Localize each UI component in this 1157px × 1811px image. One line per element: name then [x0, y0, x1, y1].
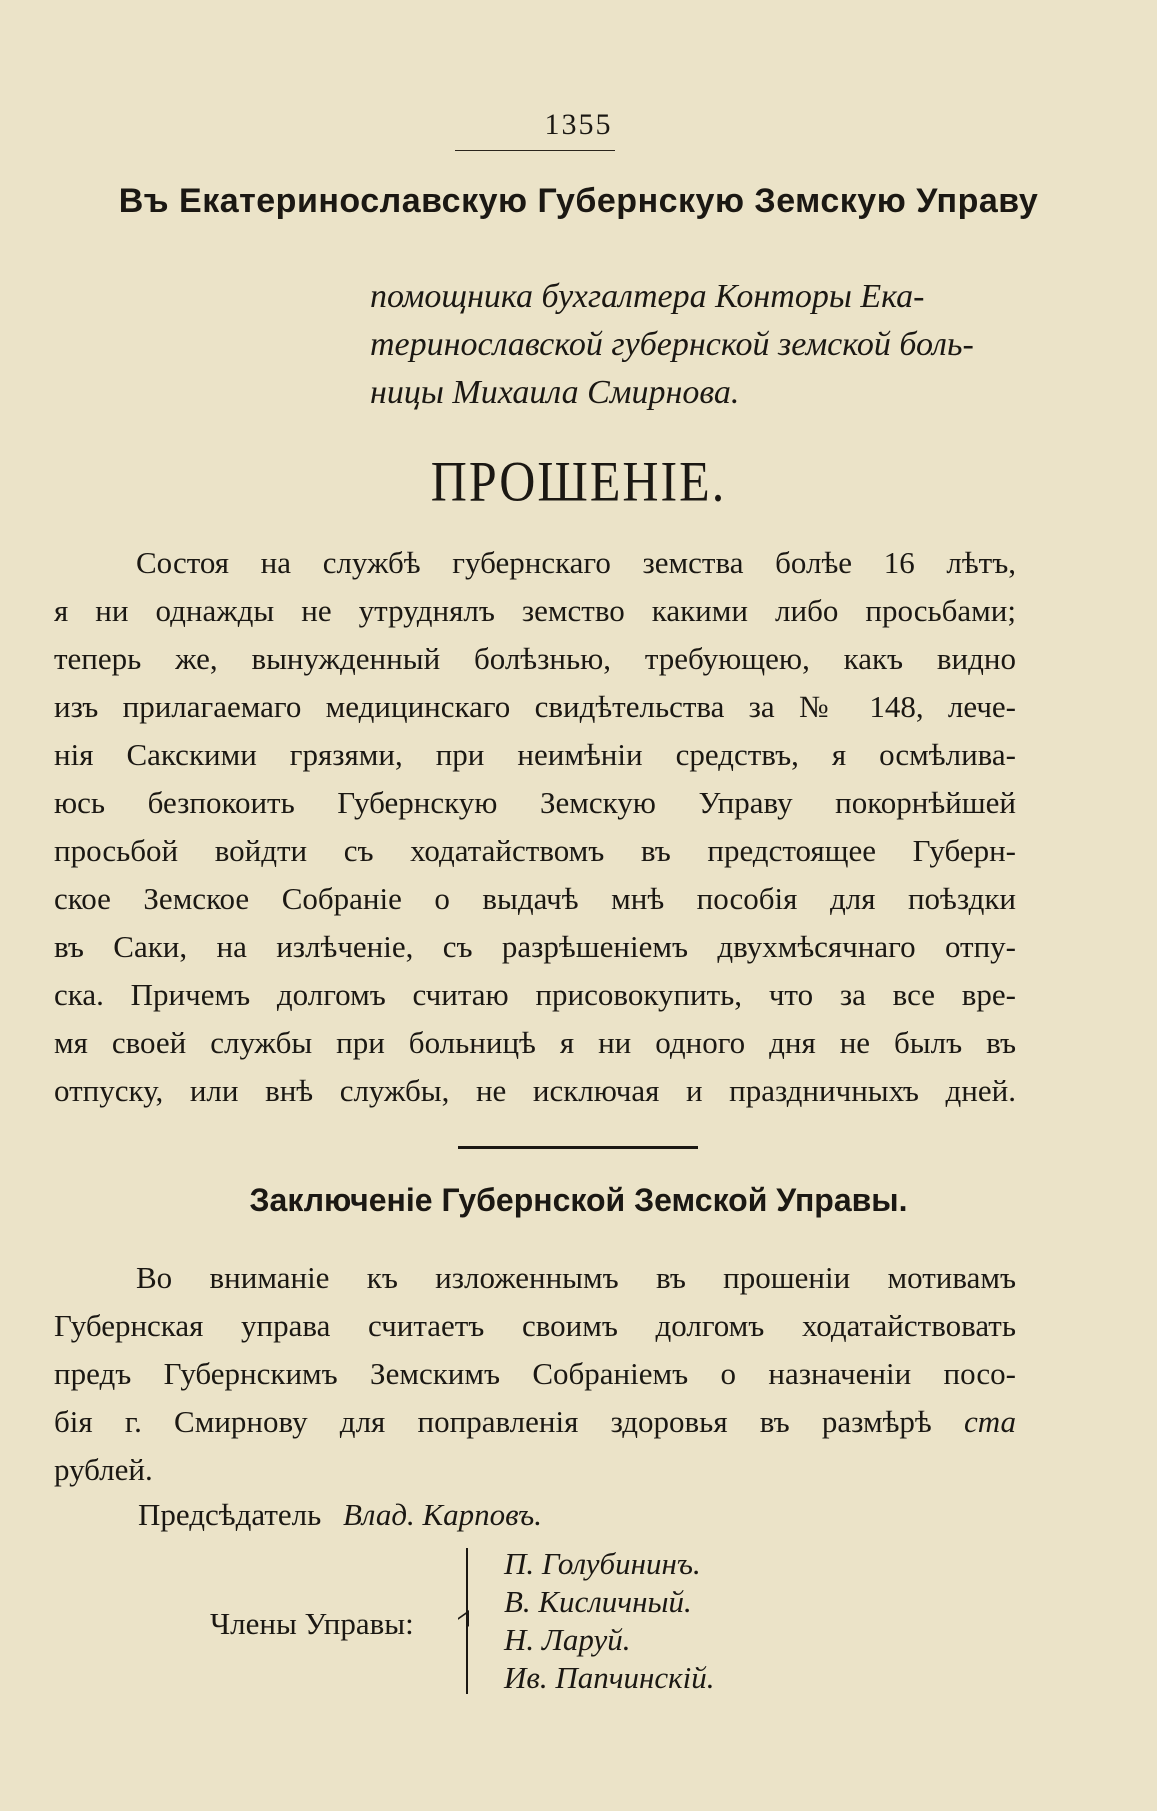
page-number: 1355	[544, 108, 613, 141]
chairman-label: Предсѣдатель	[138, 1497, 322, 1532]
petitioner-line: помощника бухгалтера Конторы Ека-	[370, 278, 925, 315]
petition-line: ское Земское Собраніе о выдачѣ мнѣ пособія для поѣздки	[54, 881, 1016, 916]
conclusion-line: Губернская управа считаетъ своимъ долгомъ ходатайствовать	[54, 1308, 1016, 1343]
petition-line: просьбой войдти съ ходатайствомъ въ предстоящее Губерн-	[54, 833, 1016, 868]
chairman-signature	[138, 1497, 542, 1533]
petition-line: нія Сакскими грязями, при неимѣніи средствъ, я осмѣлива-	[54, 737, 1016, 772]
member-name: Н. Ларуй.	[504, 1622, 631, 1657]
petition-line: юсь безпокоить Губернскую Земскую Управу покорнѣйшей	[54, 785, 1016, 820]
members-label: Члены Управы:	[210, 1606, 414, 1641]
conclusion-last-line: рублей.	[54, 1452, 153, 1487]
petition-line: Состоя на службѣ губернскаго земства болѣе 16 лѣтъ,	[136, 545, 1016, 580]
page-number-rule	[455, 150, 615, 151]
petition-title: ПРОШЕНІЕ.	[430, 448, 727, 514]
member-name: Ив. Папчинскій.	[504, 1660, 715, 1695]
conclusion-line: бія г. Смирнову для поправленія здоровья въ размѣрѣ	[54, 1404, 932, 1439]
petition-line: изъ прилагаемаго медицинскаго свидѣтельства за № 148, лече-	[54, 689, 1016, 724]
conclusion-amount: ста	[963, 1404, 1016, 1439]
conclusion-heading: Заключеніе Губернской Земской Управы.	[249, 1182, 908, 1218]
petitioner-line: ницы Михаила Смирнова.	[370, 374, 740, 411]
section-divider	[458, 1146, 698, 1149]
conclusion-line: Во вниманіе къ изложеннымъ въ прошеніи мотивамъ	[136, 1260, 1016, 1295]
petition-line: теперь же, вынужденный болѣзнью, требующею, какъ видно	[54, 641, 1016, 676]
petition-line: мя своей службы при больницѣ я ни одного дня не былъ въ	[54, 1025, 1016, 1060]
petitioner-line: теринославской губернской земской боль-	[370, 326, 974, 363]
petition-line: ска. Причемъ долгомъ считаю присовокупить, что за все вре-	[54, 977, 1016, 1012]
conclusion-line: предъ Губернскимъ Земскимъ Собраніемъ о назначеніи посо-	[54, 1356, 1016, 1391]
petition-line: я ни однажды не утруднялъ земство какими либо просьбами;	[54, 593, 1016, 628]
conclusion-line-with-amount	[54, 1404, 1016, 1440]
chairman-name: Влад. Карповъ.	[343, 1497, 542, 1532]
member-name: В. Кисличный.	[504, 1584, 692, 1619]
member-name: П. Голубининъ.	[504, 1546, 701, 1581]
petition-line: въ Саки, на излѣченіе, съ разрѣшеніемъ двухмѣсячнаго отпу-	[54, 929, 1016, 964]
petition-line: отпуску, или внѣ службы, не исключая и праздничныхъ дней.	[54, 1073, 1016, 1108]
address-heading: Въ Екатеринославскую Губернскую Земскую Управу	[118, 182, 1039, 220]
